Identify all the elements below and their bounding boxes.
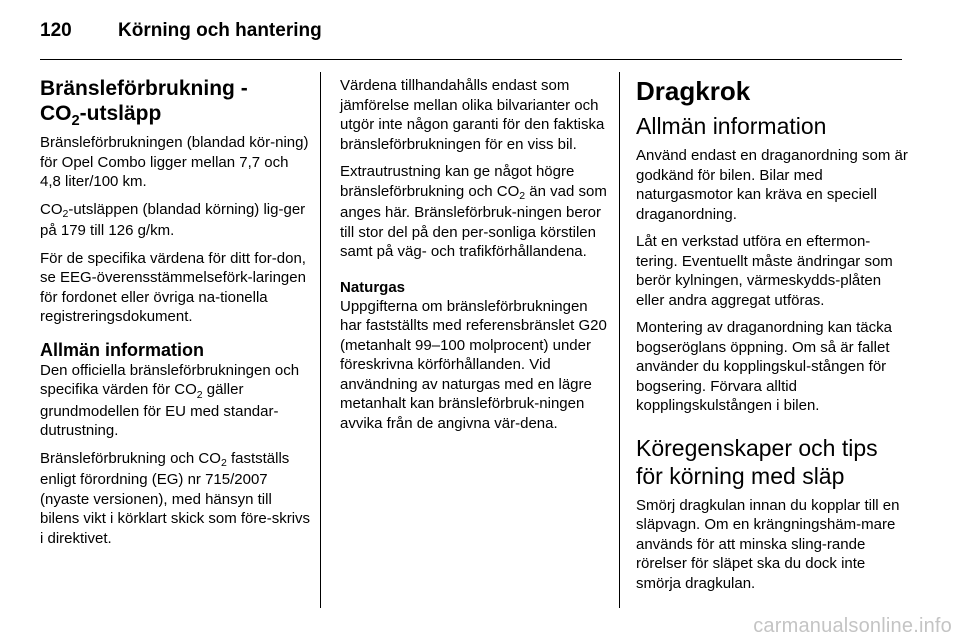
subscript: 2 (519, 190, 526, 203)
column-divider-2 (619, 72, 620, 608)
page-header (40, 20, 322, 42)
text-co: CO (40, 200, 63, 218)
subheading-natural-gas: Naturgas (340, 278, 406, 296)
paragraph-comparison: Värdena tillhandahålls endast som jämförelse mellan olika bilvarianter och utgör inte någon garanti för den faktiska bränsleförbrukningen för en viss bil. (340, 77, 605, 153)
text-rest: -utsläppen (blandad körning) lig-ger på 179 till 126 g/km. (40, 200, 306, 239)
paragraph-mounting: Montering av draganordning kan täcka bogseröglans öppning. Om så är fallet använder du kopplingskul-stången för bogsering. Förvara alltid kopplingskulstången i bilen. (636, 319, 892, 414)
text-pre: Bränsleförbrukning och CO (40, 449, 221, 467)
heading-co: CO (40, 102, 72, 125)
page-number: 120 (40, 20, 72, 41)
header-rule (40, 59, 902, 60)
heading-suffix: -utsläpp (79, 102, 162, 125)
paragraph-emissions (40, 200, 312, 241)
watermark: carmanualsonline.info (753, 615, 952, 637)
paragraph-regulation (40, 449, 312, 549)
subheading-general-info: Allmän information (40, 339, 205, 360)
column-right (636, 76, 908, 593)
paragraph-natural-gas: Uppgifterna om bränsleförbrukningen har fastställts med referensbränslet G20 (metanhalt 99–100 molprocent) under föreskrivna körförhållanden. Vid användning av naturgas med en lägre metanhalt kan bränsleförbruk-ningen avvika från de angivna vär-dena. (340, 297, 607, 432)
paragraph-official (40, 361, 312, 441)
subscript: 2 (220, 457, 227, 470)
column-left (40, 76, 312, 548)
heading-subscript: 2 (71, 113, 80, 130)
heading-line-1: Bränsleförbrukning - (40, 77, 248, 100)
subscript: 2 (62, 208, 69, 221)
paragraph-lubricate: Smörj dragkulan innan du kopplar till en släpvagn. Om en krängningshäm-mare används för att minska sling-rande rörelser för släpet ska du dock inte smörja dragkulan. (636, 496, 900, 592)
text-pre: Extrautrustning kan ge något högre bränsleförbrukning och CO (340, 163, 575, 200)
subscript: 2 (196, 388, 203, 401)
paragraph-approved-towbar: Använd endast en draganordning som är godkänd för bilen. Bilar med naturgasmotor kan kräva en speciell draganordning. (636, 147, 908, 223)
paragraph-specific-values: För de specifika värdena för ditt for-don, se EEG-överensstämmelseförk-laringen för fordonet eller övriga na-tionella registreringsdokument. (40, 249, 306, 325)
paragraph-consumption: Bränsleförbrukningen (blandad kör-ning) för Opel Combo ligger mellan 7,7 och 4,8 liter/100 km. (40, 134, 309, 190)
column-middle (340, 76, 610, 433)
section-heading-fuel-consumption (40, 76, 312, 129)
text-rest: fastställs enligt förordning (EG) nr 715/2007 (nyaste versionen), med hänsyn till bilens vikt i körklart skick som före-skrivs i direktivet. (40, 449, 311, 547)
subheading-trailer-driving: Köregenskaper och tips för körning med släp (636, 434, 878, 489)
subheading-general-info-towbar: Allmän information (636, 113, 827, 139)
paragraph-workshop: Låt en verkstad utföra en eftermon-tering. Eventuellt måste ändringar som berör kylningen, värmeskydds-plåten eller andra aggregat utföras. (636, 233, 893, 309)
text-rest: gäller grundmodellen för EU med standar-dutrustning. (40, 381, 279, 439)
chapter-title: Körning och hantering (118, 20, 322, 41)
column-divider-1 (320, 72, 321, 608)
section-title-towbar: Dragkrok (636, 76, 751, 106)
text-pre: Den officiella bränsleförbrukningen och specifika värden för CO (40, 361, 300, 398)
paragraph-extra-equipment (340, 162, 610, 262)
text-rest: än vad som anges här. Bränsleförbruk-ningen beror till stor del på den per-sonliga körstilen samt på väg- och trafikförhållandena. (340, 182, 607, 260)
